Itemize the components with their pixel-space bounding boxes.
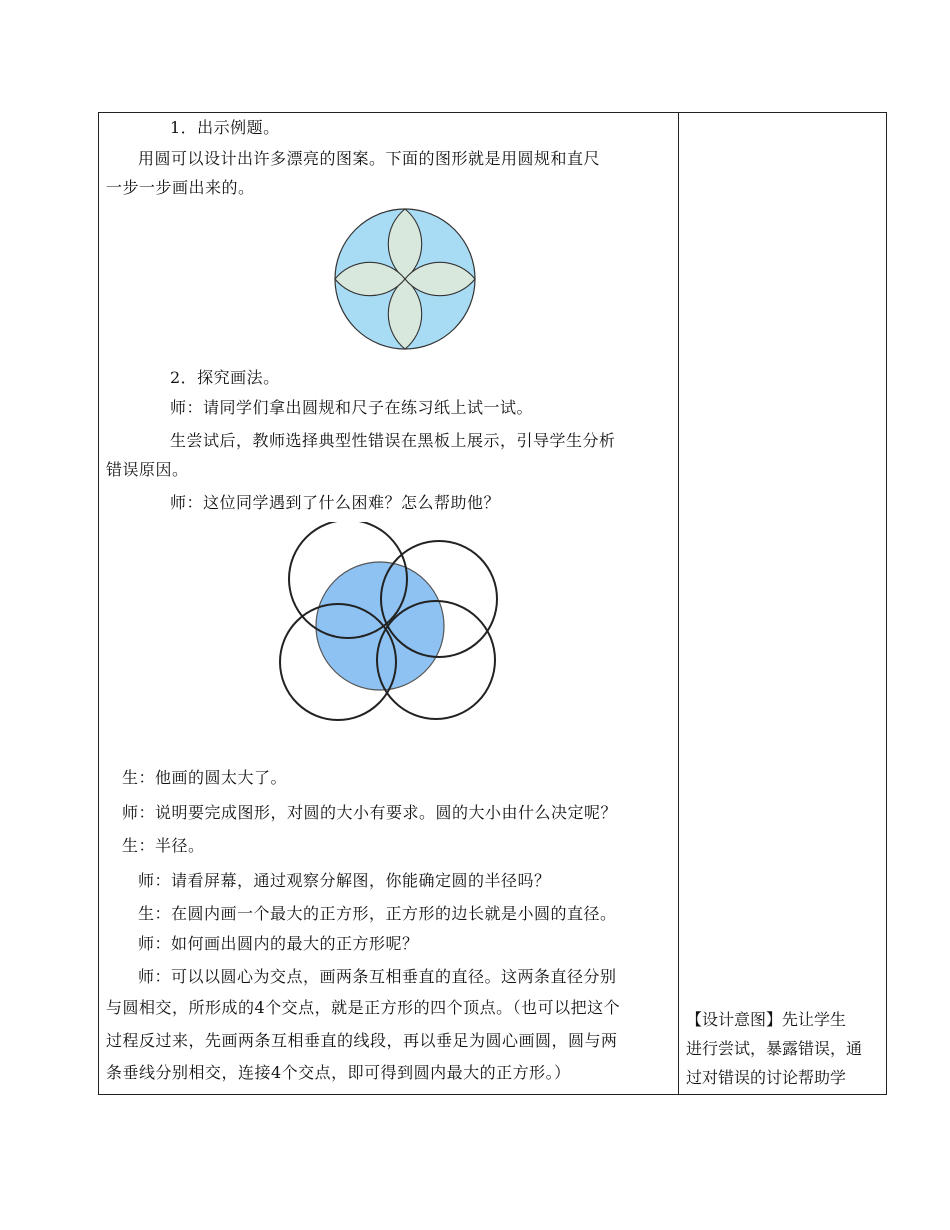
design-intent-line3: 过对错误的讨论帮助学 (686, 1068, 847, 1087)
teacher-line-6-2: 与圆相交，所形成的4个交点，就是正方形的四个顶点。（也可以把这个 (106, 998, 621, 1017)
student-line-2: 生：半径。 (122, 836, 205, 855)
error-example-figure (278, 522, 500, 725)
student-try-line1: 生尝试后，教师选择典型性错误在黑板上展示，引导学生分析 (170, 431, 616, 450)
design-intent-line1: 【设计意图】先让学生 (686, 1010, 847, 1029)
table-column-divider (678, 112, 679, 1095)
flower-pattern-figure (330, 203, 480, 355)
center-filled-circle (316, 562, 444, 690)
teacher-line-5: 师：如何画出圆内的最大的正方形呢？ (138, 934, 419, 953)
design-intent-line2: 进行尝试，暴露错误，通 (686, 1039, 863, 1058)
teacher-line-4: 师：请看屏幕，通过观察分解图，你能确定圆的半径吗？ (138, 871, 551, 890)
step-2-heading: 2．探究画法。 (170, 368, 280, 387)
student-line-1: 生：他画的圆太大了。 (122, 768, 288, 787)
intro-paragraph-line1: 用圆可以设计出许多漂亮的图案。下面的图形就是用圆规和直尺 (138, 149, 601, 168)
teacher-line-6-3: 过程反过来，先画两条互相垂直的线段，再以垂足为圆心画圆，圆与两 (106, 1031, 618, 1050)
student-try-line2: 错误原因。 (106, 460, 189, 479)
teacher-line-3: 师：说明要完成图形，对圆的大小有要求。圆的大小由什么决定呢？ (122, 803, 618, 822)
teacher-line-6-4: 条垂线分别相交，连接4个交点，即可得到圆内最大的正方形。） (106, 1063, 571, 1082)
intro-paragraph-line2: 一步一步画出来的。 (106, 178, 255, 197)
teacher-line-2: 师：这位同学遇到了什么困难？怎么帮助他？ (170, 493, 501, 512)
teacher-line-1: 师：请同学们拿出圆规和尺子在练习纸上试一试。 (170, 398, 534, 417)
step-1-heading: 1．出示例题。 (170, 118, 280, 137)
teacher-line-6-1: 师：可以以圆心为交点，画两条互相垂直的直径。这两条直径分别 (138, 967, 617, 986)
design-intent-note (686, 1005, 882, 1092)
student-line-3: 生：在圆内画一个最大的正方形，正方形的边长就是小圆的直径。 (138, 904, 617, 923)
